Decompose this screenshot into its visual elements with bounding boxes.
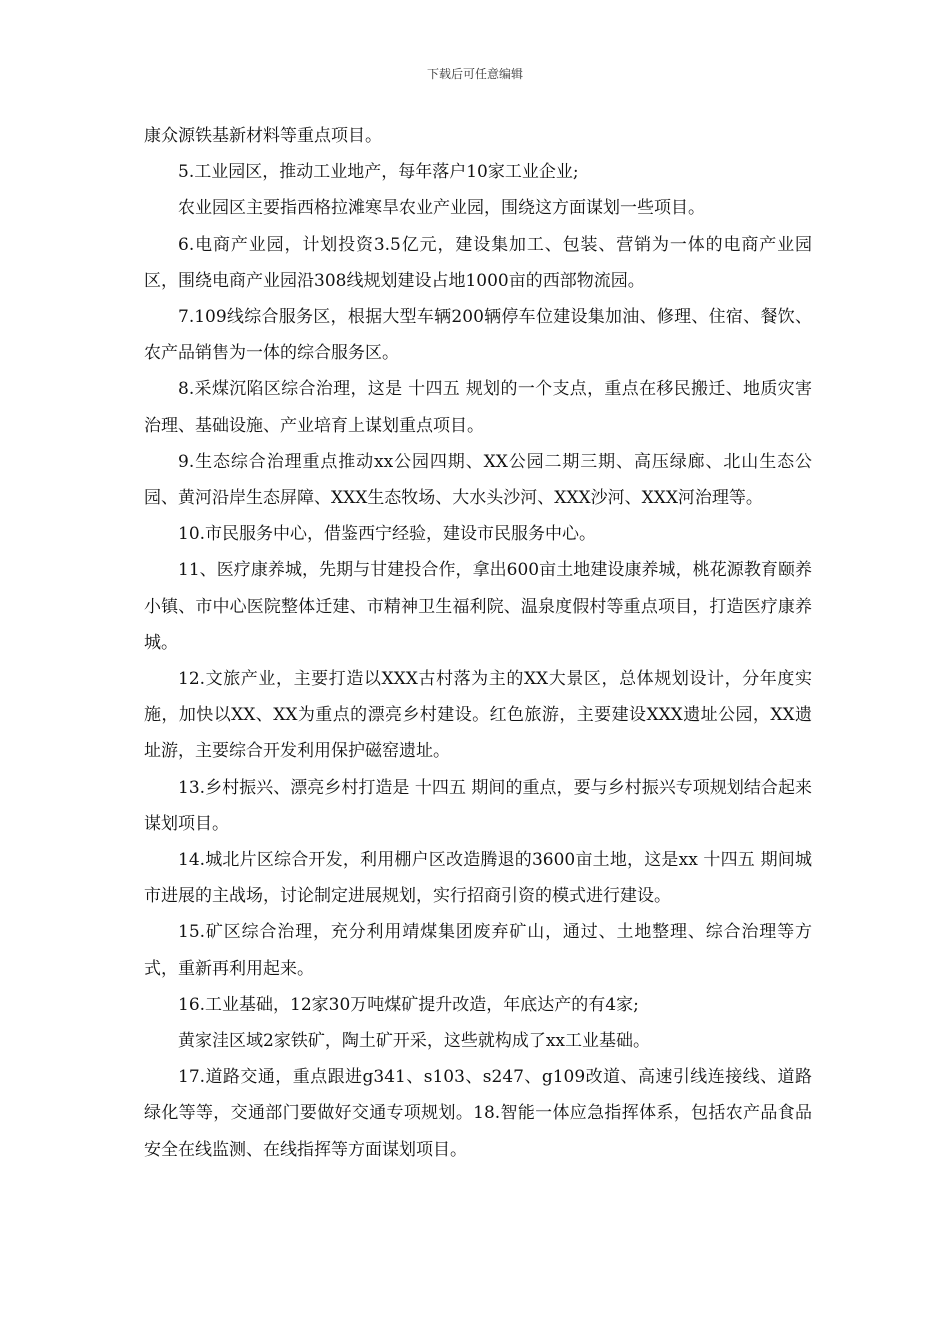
paragraph-agri-park: 农业园区主要指西格拉滩寒旱农业产业园，围绕这方面谋划一些项目。 <box>178 198 705 219</box>
paragraph-item-9: 9.生态综合治理重点推动xx公园四期、XX公园二期三期、高压绿廊、北山生态公园、黄河沿岸生态屏障、XXX生态牧场、大水头沙河、XXX沙河、XXX河治理等。 <box>144 451 812 509</box>
paragraph-item-14: 14.城北片区综合开发，利用棚户区改造腾退的3600亩土地，这是xx 十四五 期间城市进展的主战场，讨论制定进展规划，实行招商引资的模式进行建设。 <box>144 850 812 907</box>
paragraph-item-8: 8.采煤沉陷区综合治理，这是 十四五 规划的一个支点，重点在移民搬迁、地质灾害治理、基础设施、产业培育上谋划重点项目。 <box>144 379 812 436</box>
paragraph-item-12: 12.文旅产业，主要打造以XXX古村落为主的XX大景区，总体规划设计，分年度实施，加快以XX、XX为重点的漂亮乡村建设。红色旅游，主要建设XXX遗址公园，XX遗址游，主要综合开发利用保护磁窑遗址。 <box>144 669 812 762</box>
paragraph-item-7: 7.109线综合服务区，根据大型车辆200辆停车位建设集加油、修理、住宿、餐饮、农产品销售为一体的综合服务区。 <box>144 307 812 364</box>
paragraph-item-16: 16.工业基础，12家30万吨煤矿提升改造，年底达产的有4家; <box>178 994 639 1015</box>
paragraph-item-6: 6.电商产业园，计划投资3.5亿元，建设集加工、包装、营销为一体的电商产业园区，围绕电商产业园沿308线规划建设占地1000亩的西部物流园。 <box>144 234 812 291</box>
paragraph-item-15: 15.矿区综合治理，充分利用靖煤集团废弃矿山，通过、土地整理、综合治理等方式，重新再利用起来。 <box>144 922 812 979</box>
paragraph-continuation: 康众源铁基新材料等重点项目。 <box>144 126 382 146</box>
paragraph-item-11: 11、医疗康养城，先期与甘建投合作，拿出600亩土地建设康养城，桃花源教育颐养小镇、市中心医院整体迁建、市精神卫生福利院、温泉度假村等重点项目，打造医疗康养城。 <box>144 560 812 653</box>
paragraph-item-13: 13.乡村振兴、漂亮乡村打造是 十四五 期间的重点，要与乡村振兴专项规划结合起来谋划项目。 <box>144 777 812 834</box>
paragraph-item-5: 5.工业园区，推动工业地产，每年落户10家工业企业; <box>178 162 579 183</box>
document-body <box>144 118 812 1168</box>
paragraph-iron-mine: 黄家洼区域2家铁矿，陶土矿开采，这些就构成了xx工业基础。 <box>178 1031 650 1052</box>
paragraph-item-10: 10.市民服务中心，借鉴西宁经验，建设市民服务中心。 <box>178 524 597 545</box>
paragraph-item-17-18: 17.道路交通，重点跟进g341、s103、s247、g109改道、高速引线连接线、道路绿化等等，交通部门要做好交通专项规划。18.智能一体应急指挥体系，包括农产品食品安全在线监测、在线指挥等方面谋划项目。 <box>144 1067 812 1160</box>
page-header: 下载后可任意编辑 <box>426 67 523 81</box>
